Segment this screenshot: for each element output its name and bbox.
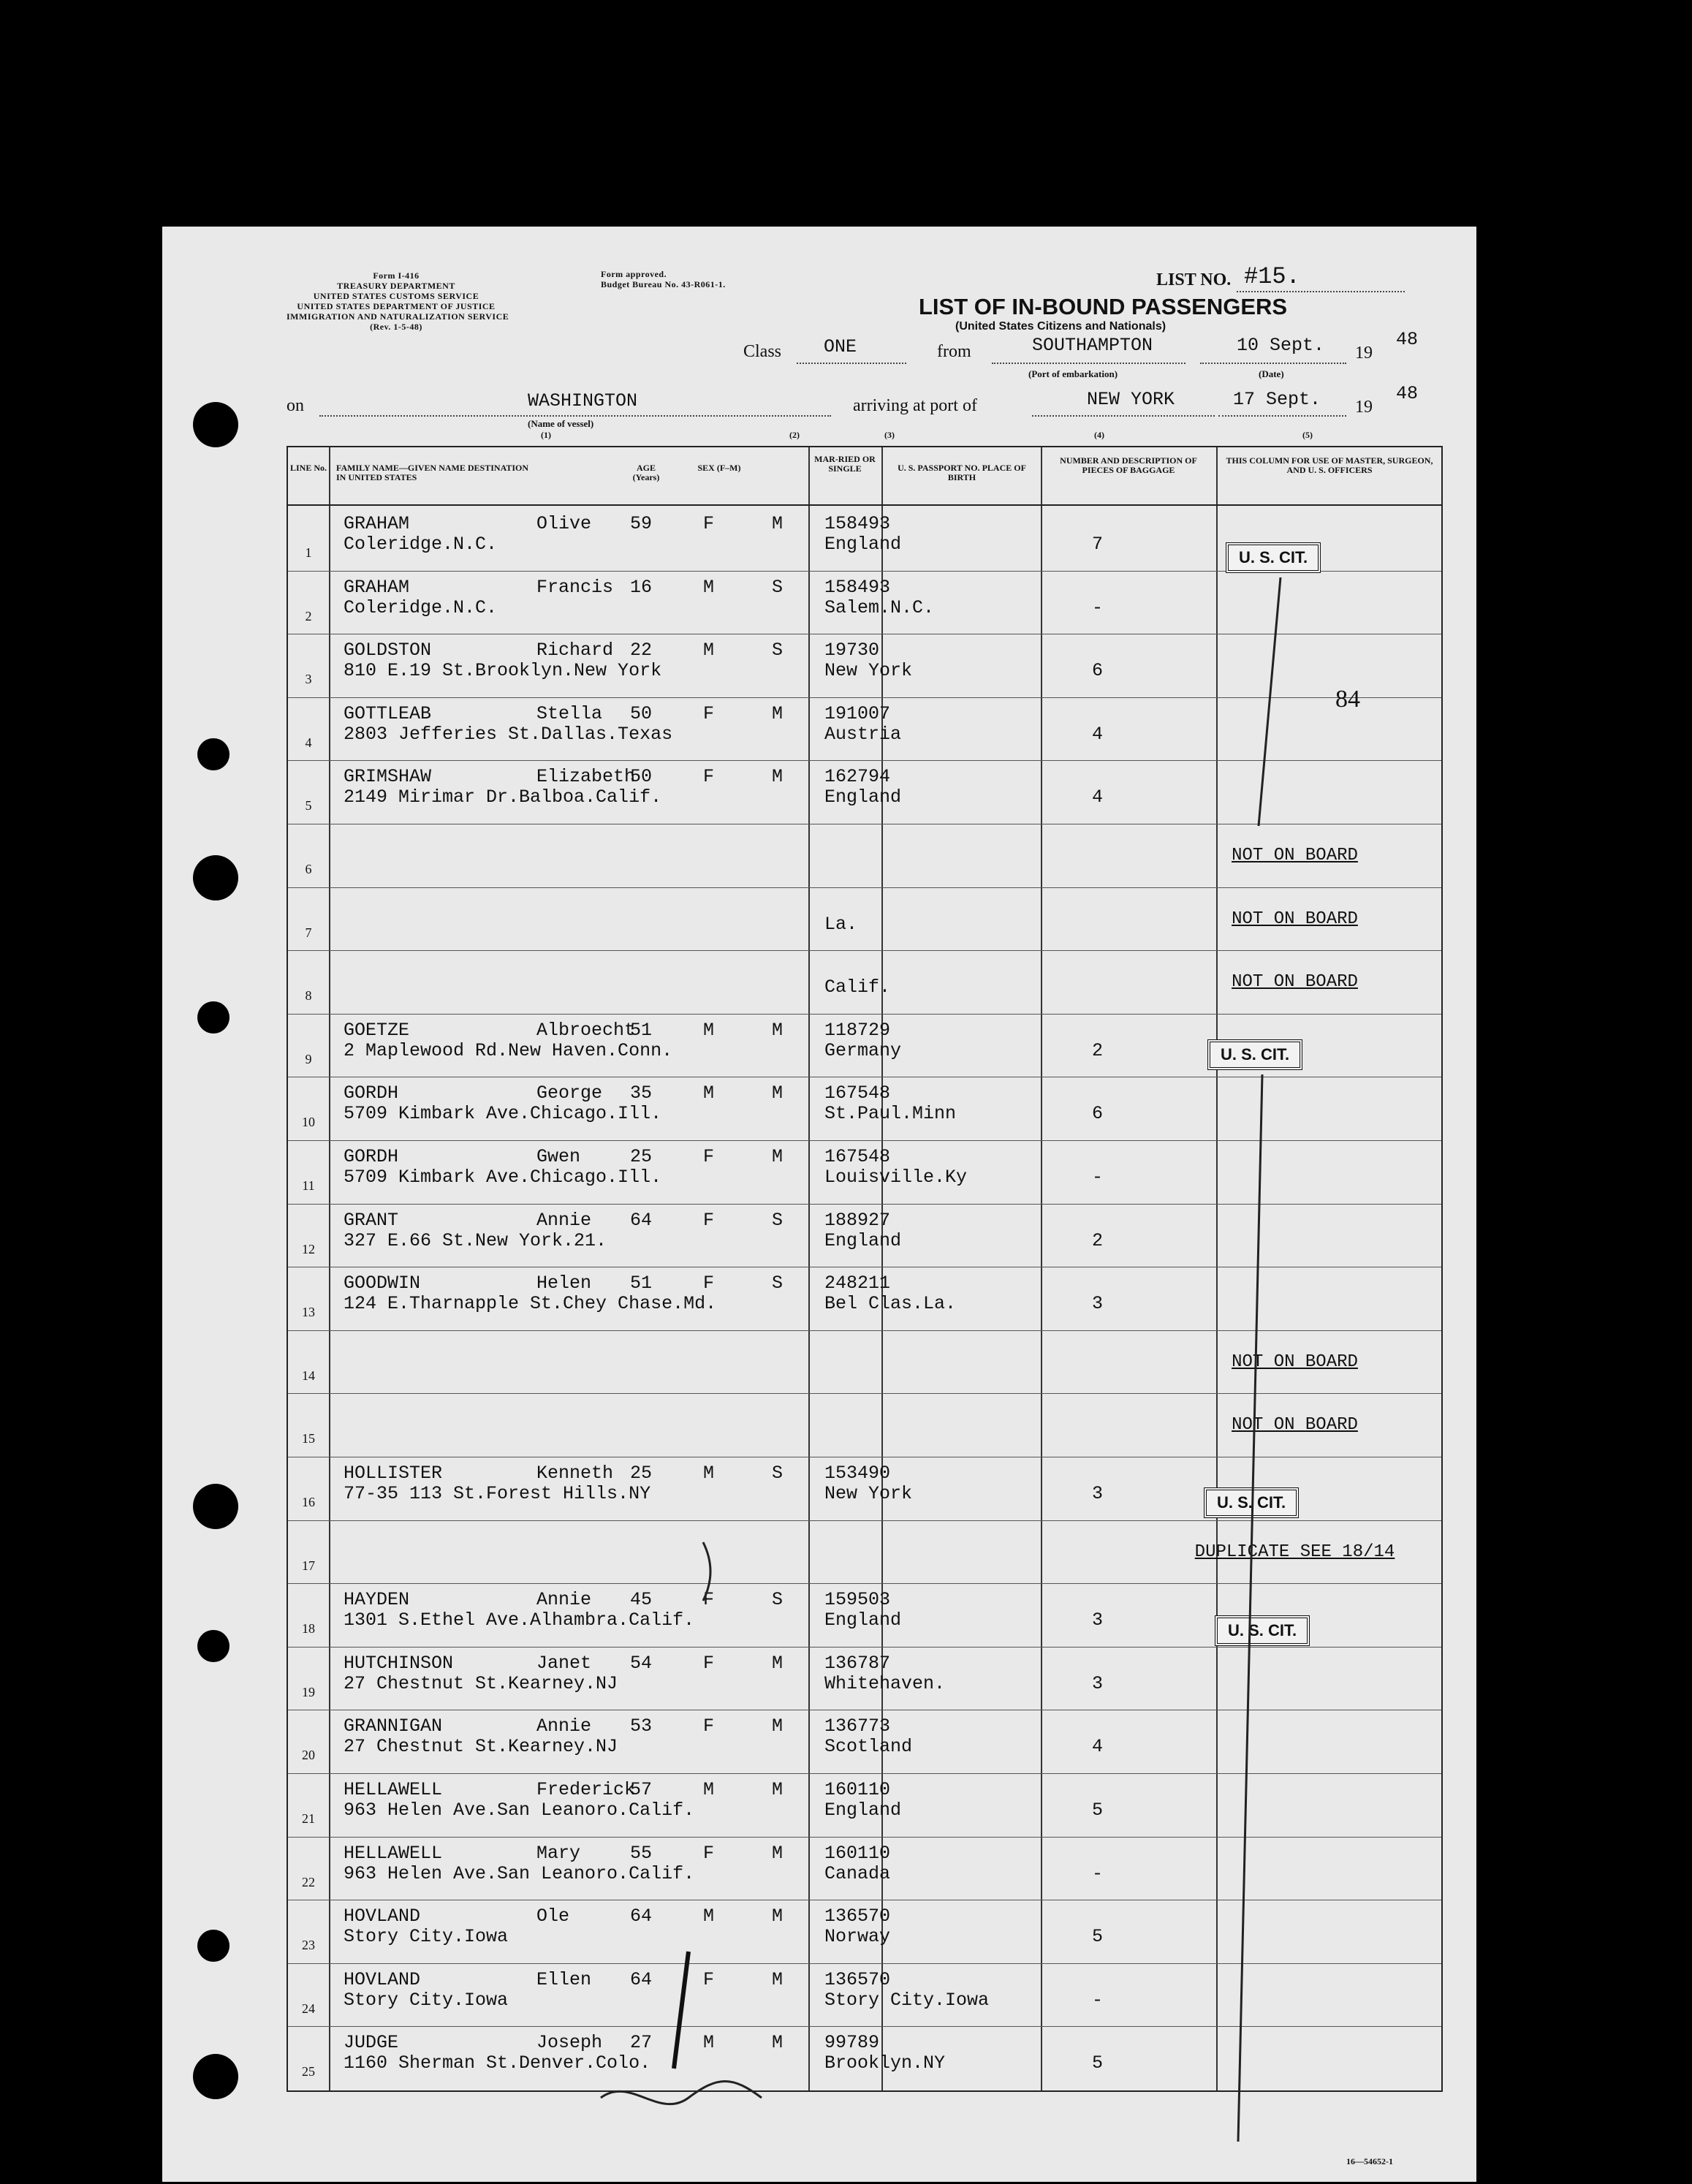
us-citizen-stamp: U. S. CIT. — [1226, 542, 1321, 573]
us-citizen-stamp: U. S. CIT. — [1215, 1615, 1310, 1646]
line-number: 24 — [302, 2001, 315, 2016]
passport-number: 158493 — [824, 576, 891, 598]
marital-status: M — [772, 1779, 784, 1800]
family-name: HOLLISTER — [344, 1463, 443, 1484]
sex: F — [703, 1209, 715, 1231]
marital-status: M — [772, 513, 784, 534]
line-number: 9 — [305, 1051, 312, 1066]
family-name: GOETZE — [344, 1019, 410, 1041]
marital-status: M — [772, 1019, 784, 1041]
sex: F — [703, 513, 715, 534]
place-of-birth: Salem.N.C. — [824, 596, 935, 618]
line-number: 18 — [302, 1621, 315, 1637]
passport-number: 160110 — [824, 1779, 891, 1800]
sex: F — [703, 1273, 715, 1294]
age: 57 — [630, 1779, 653, 1800]
sex: F — [703, 1715, 715, 1737]
line-number: 12 — [302, 1241, 315, 1256]
given-name: Ole — [536, 1906, 570, 1927]
family-name: GRANNIGAN — [344, 1715, 443, 1737]
given-name: Annie — [536, 1715, 592, 1737]
destination: 2803 Jefferies St.Dallas.Texas — [344, 723, 673, 745]
passport-number: 248211 — [824, 1273, 891, 1294]
manifest-page: Form I-416 TREASURY DEPARTMENT UNITED STATES CUSTOMS SERVICE UNITED STATES DEPARTMENT OF JUSTICE IMMIGRATION AND NATURALIZATION SERVICE (Rev. 1-5-48) Form approved. Budget Bureau No. 43-R061-1. LIST NO. #15. LIST OF IN-BOUND PASSENGERS (United States Citizens and Nationals) Class ONE from SOUTHAMPTON (Port of embarkation) 10 Sept. (Date) 19 48 on WASHINGTON (Name of vessel) arriving at port of NEW YORK 17 Sept. 19 48 (1) (2) (3) (4) (5) LINE No. FAMILY NAME—GIVEN NAME DESTINATION IN UNITED STATES AGE (Years) SEX (F–M) MAR-RIED OR SINGLE U. S. PASSPORT NO. PLACE OF BIRTH NUMBER AND DESCRIPTION OF PIECES OF BAGGAGE THIS COLUMN FOR USE OF MASTER, SURGEON, AND U. S. OFFICERS 1 GRAHAM Olive 59 F M Coleridge.N.C. 158493 England 7 2 GRAHAM Francis 16 M S Coleridge.N.C. 158493 Salem.N.C. - 3 GOLDSTON Richard 22 M S 810 E.19 St.Brooklyn.New York 19730 New York 6 4 GOTTLEAB Stella 50 F M 2803 Jefferies St.Dallas.Texas 191007 Austria 4 5 GRIMSHAW Elizabeth 50 F M 2149 Mirimar Dr.Balboa.Calif. 162794 England 4 6 NOT ON BOARD 7 La. NOT ON BOARD 8 Calif. NOT ON BOARD 9 GOETZE Albroecht 51 M M 2 Maplewood Rd.New Haven.Conn. 118729 Germany 2 10 GORDH George 35 M M 5709 Kimbark Ave.Chicago.Ill. 167548 St.Paul.Minn 6 11 GORDH Gwen 25 F M 5709 Kimbark Ave.Chicago.Ill. 167548 Louisville.Ky - 12 GRANT Annie 64 F S 327 E.66 St.New York.21. 188927 England 2 13 GOODWIN Helen 51 F S 124 E.Tharnapple St.Chey Chase.Md. 248211 Bel Clas.La. 3 14 NOT ON BOARD 15 NOT ON BOARD 16 HOLLISTER Kenneth 25 M S 77-35 113 St.Forest Hills.NY 153490 New York 3 17 DUPLICATE SEE 18/14 18 HAYDEN Annie 45 F S 1301 S.Ethel Ave.Alhambra.Calif. 159503 England 3 19 HUTCHINSON Janet 54 F M 27 Chestnut St.Kearney.NJ 136787 Whitehaven. 3 20 GRANNIGAN Annie 53 F M 27 Chestnut St.Kearney.NJ 136773 Scotland 4 21 HELLAWELL Frederick 57 M M 963 Helen Ave.San Leanoro.Calif. 160110 England 5 22 HELLAWELL Mary 55 F M 963 Helen Ave.San Leanoro.Calif. 160110 Canada - 23 HOVLAND Ole 64 M M Story City.Iowa 136570 Norway 5 24 HOVLAND Ellen 64 F M Story City.Iowa 136570 Story City.Iowa - 25 JUDGE Joseph 27 M M 1160 Sherman St.Denver.Colo. 99789 Brooklyn.NY 5 U. S. CIT. U. S. CIT. U. S. CIT. U. S. CIT. 84 16—54652-1 — [162, 227, 1476, 2182]
sex: M — [703, 576, 715, 598]
given-name: Elizabeth — [536, 766, 636, 788]
sex: F — [703, 1842, 715, 1864]
us-citizen-stamp: U. S. CIT. — [1204, 1487, 1299, 1518]
line-number: 1 — [305, 545, 312, 560]
family-name: HOVLAND — [344, 1906, 421, 1927]
marital-status: S — [772, 1209, 784, 1231]
age: 25 — [630, 1463, 653, 1484]
baggage-count: 5 — [1092, 1926, 1104, 1948]
age: 45 — [630, 1589, 653, 1611]
given-name: Mary — [536, 1842, 581, 1864]
baggage-count: 2 — [1092, 1039, 1104, 1061]
col-header-line: LINE No. — [289, 463, 327, 473]
place-of-birth: Bel Clas.La. — [824, 1293, 957, 1315]
passport-number: 153490 — [824, 1463, 891, 1484]
class-value: ONE — [824, 336, 857, 357]
place-of-birth: New York — [824, 1483, 913, 1504]
baggage-count: 3 — [1092, 1672, 1104, 1694]
family-name: GOTTLEAB — [344, 702, 432, 724]
line-number: 17 — [302, 1558, 315, 1573]
marital-status: M — [772, 2032, 784, 2054]
marital-status: M — [772, 1082, 784, 1104]
form-approval: Form approved. Budget Bureau No. 43-R061-1. — [601, 269, 726, 289]
line-number: 25 — [302, 2064, 315, 2079]
place-of-birth: England — [824, 1229, 902, 1251]
line-number: 10 — [302, 1115, 315, 1130]
col-header-baggage: NUMBER AND DESCRIPTION OF PIECES OF BAGGAGE — [1060, 455, 1197, 475]
list-no-label: LIST NO. — [1156, 270, 1232, 289]
sex: M — [703, 1906, 715, 1927]
sex: M — [703, 640, 715, 661]
sex: M — [703, 1463, 715, 1484]
destination: 27 Chestnut St.Kearney.NJ — [344, 1672, 618, 1694]
passport-number: 160110 — [824, 1842, 891, 1864]
family-name: GRAHAM — [344, 513, 410, 534]
baggage-count: - — [1092, 1989, 1104, 2011]
family-name: GRANT — [344, 1209, 399, 1231]
line-number: 11 — [302, 1178, 315, 1193]
destination: 963 Helen Ave.San Leanoro.Calif. — [344, 1862, 695, 1884]
sex: F — [703, 1146, 715, 1167]
baggage-count: 3 — [1092, 1483, 1104, 1504]
given-name: Richard — [536, 640, 614, 661]
given-name: Olive — [536, 513, 592, 534]
vessel-name: WASHINGTON — [528, 390, 638, 412]
from-label: from — [937, 342, 971, 361]
destination: 124 E.Tharnapple St.Chey Chase.Md. — [344, 1293, 717, 1315]
destination: 963 Helen Ave.San Leanoro.Calif. — [344, 1800, 695, 1821]
baggage-count: - — [1092, 596, 1104, 618]
passport-number: 136773 — [824, 1715, 891, 1737]
passport-number: 167548 — [824, 1146, 891, 1167]
place-of-birth: Calif. — [824, 977, 891, 998]
place-of-birth: England — [824, 786, 902, 808]
officer-note: NOT ON BOARD — [1232, 846, 1358, 865]
age: 22 — [630, 640, 653, 661]
officer-note: NOT ON BOARD — [1232, 1351, 1358, 1372]
baggage-count: - — [1092, 1862, 1104, 1884]
place-of-birth: New York — [824, 660, 913, 682]
destination: 5709 Kimbark Ave.Chicago.Ill. — [344, 1167, 662, 1188]
baggage-count: 4 — [1092, 723, 1104, 745]
place-of-birth: Scotland — [824, 1736, 913, 1758]
age: 51 — [630, 1273, 653, 1294]
sex: F — [703, 1968, 715, 1990]
destination: Coleridge.N.C. — [344, 534, 498, 555]
family-name: GOODWIN — [344, 1273, 421, 1294]
given-name: George — [536, 1082, 603, 1104]
given-name: Annie — [536, 1209, 592, 1231]
line-number: 7 — [305, 925, 312, 940]
sex: F — [703, 1652, 715, 1674]
passport-number: 191007 — [824, 702, 891, 724]
class-label: Class — [743, 342, 782, 361]
col-header-age: AGE (Years) — [632, 463, 660, 482]
age: 25 — [630, 1146, 653, 1167]
place-of-birth: Whitehaven. — [824, 1672, 946, 1694]
line-number: 13 — [302, 1305, 315, 1320]
arrival-port: NEW YORK — [1087, 389, 1175, 410]
given-name: Kenneth — [536, 1463, 614, 1484]
departure-date: 10 Sept. — [1237, 335, 1325, 356]
col-header-married: MAR-RIED OR SINGLE — [814, 454, 876, 474]
marital-status: S — [772, 576, 784, 598]
baggage-count: 6 — [1092, 660, 1104, 682]
given-name: Joseph — [536, 2032, 603, 2054]
place-of-birth: Norway — [824, 1926, 891, 1948]
handwriting-overlay — [162, 227, 1476, 2182]
arrival-date: 17 Sept. — [1233, 389, 1321, 410]
passport-number: 158493 — [824, 513, 891, 534]
family-name: GRAHAM — [344, 576, 410, 598]
officer-note: NOT ON BOARD — [1232, 909, 1358, 929]
line-number: 3 — [305, 672, 312, 687]
destination: Coleridge.N.C. — [344, 596, 498, 618]
form-agency-block: Form I-416 TREASURY DEPARTMENT UNITED STATES CUSTOMS SERVICE UNITED STATES DEPARTMENT OF JUSTICE IMMIGRATION AND NATURALIZATION SERVICE (Rev. 1-5-48) — [287, 270, 509, 332]
passport-number: 162794 — [824, 766, 891, 788]
age: 50 — [630, 702, 653, 724]
family-name: GRIMSHAW — [344, 766, 432, 788]
destination: Story City.Iowa — [344, 1989, 509, 2011]
marital-status: S — [772, 1463, 784, 1484]
line-number: 14 — [302, 1368, 315, 1383]
place-of-birth: Louisville.Ky — [824, 1167, 968, 1188]
line-number: 21 — [302, 1811, 315, 1826]
marital-status: M — [772, 1906, 784, 1927]
sex: M — [703, 1082, 715, 1104]
line-number: 4 — [305, 735, 312, 750]
given-name: Stella — [536, 702, 603, 724]
baggage-count: 3 — [1092, 1609, 1104, 1631]
marital-status: M — [772, 1652, 784, 1674]
officer-note: NOT ON BOARD — [1232, 972, 1358, 993]
age: 64 — [630, 1209, 653, 1231]
passport-number: 99789 — [824, 2032, 880, 2054]
family-name: JUDGE — [344, 2032, 399, 2054]
passport-number: 136570 — [824, 1906, 891, 1927]
list-no-value: #15. — [1244, 263, 1300, 290]
destination: 27 Chestnut St.Kearney.NJ — [344, 1736, 618, 1758]
destination: 77-35 113 St.Forest Hills.NY — [344, 1483, 651, 1504]
line-number: 16 — [302, 1495, 315, 1509]
age: 64 — [630, 1968, 653, 1990]
passport-number: 167548 — [824, 1082, 891, 1104]
line-number: 20 — [302, 1748, 315, 1763]
family-name: HOVLAND — [344, 1968, 421, 1990]
margin-number: 84 — [1335, 686, 1360, 713]
place-of-birth: England — [824, 534, 902, 555]
given-name: Albroecht — [536, 1019, 636, 1041]
family-name: GORDH — [344, 1146, 399, 1167]
baggage-count: 3 — [1092, 1293, 1104, 1315]
place-of-birth: England — [824, 1609, 902, 1631]
marital-status: M — [772, 766, 784, 788]
footer-code: 16—54652-1 — [1346, 2156, 1393, 2166]
marital-status: M — [772, 702, 784, 724]
baggage-count: - — [1092, 1167, 1104, 1188]
destination: 810 E.19 St.Brooklyn.New York — [344, 660, 662, 682]
passport-number: 136570 — [824, 1968, 891, 1990]
baggage-count: 4 — [1092, 1736, 1104, 1758]
destination: 2149 Mirimar Dr.Balboa.Calif. — [344, 786, 662, 808]
document-title: LIST OF IN-BOUND PASSENGERS — [919, 294, 1288, 319]
passport-number: 136787 — [824, 1652, 891, 1674]
destination: 2 Maplewood Rd.New Haven.Conn. — [344, 1039, 673, 1061]
family-name: GOLDSTON — [344, 640, 432, 661]
port-of-embarkation: SOUTHAMPTON — [1032, 335, 1153, 356]
age: 50 — [630, 766, 653, 788]
age: 54 — [630, 1652, 653, 1674]
baggage-count: 6 — [1092, 1103, 1104, 1125]
marital-status: M — [772, 1715, 784, 1737]
place-of-birth: Brooklyn.NY — [824, 2052, 946, 2074]
document-subtitle: (United States Citizens and Nationals) — [955, 320, 1166, 333]
age: 51 — [630, 1019, 653, 1041]
family-name: HUTCHINSON — [344, 1652, 454, 1674]
baggage-count: 5 — [1092, 1800, 1104, 1821]
line-number: 15 — [302, 1431, 315, 1446]
destination: 327 E.66 St.New York.21. — [344, 1229, 607, 1251]
sex: F — [703, 702, 715, 724]
passport-number: 19730 — [824, 640, 880, 661]
sex: M — [703, 2032, 715, 2054]
marital-status: S — [772, 640, 784, 661]
line-number: 19 — [302, 1684, 315, 1699]
col-header-name: FAMILY NAME—GIVEN NAME DESTINATION IN UNITED STATES — [336, 463, 529, 482]
baggage-count: 7 — [1092, 534, 1104, 555]
destination: 1301 S.Ethel Ave.Alhambra.Calif. — [344, 1609, 695, 1631]
col-header-sex: SEX (F–M) — [697, 463, 741, 473]
age: 27 — [630, 2032, 653, 2054]
officer-note: DUPLICATE SEE 18/14 — [1194, 1542, 1395, 1562]
marital-status: M — [772, 1842, 784, 1864]
family-name: HELLAWELL — [344, 1779, 443, 1800]
marital-status: M — [772, 1968, 784, 1990]
age: 53 — [630, 1715, 653, 1737]
departure-year: 48 — [1396, 329, 1419, 350]
sex: M — [703, 1019, 715, 1041]
col-header-officers: THIS COLUMN FOR USE OF MASTER, SURGEON, AND U. S. OFFICERS — [1226, 455, 1433, 475]
place-of-birth: Canada — [824, 1862, 891, 1884]
given-name: Helen — [536, 1273, 592, 1294]
given-name: Francis — [536, 576, 614, 598]
line-number: 6 — [305, 862, 312, 876]
baggage-count: 4 — [1092, 786, 1104, 808]
given-name: Annie — [536, 1589, 592, 1611]
place-of-birth: England — [824, 1800, 902, 1821]
passport-number: 159503 — [824, 1589, 891, 1611]
marital-status: S — [772, 1273, 784, 1294]
line-number: 5 — [305, 798, 312, 814]
age: 59 — [630, 513, 653, 534]
destination: 1160 Sherman St.Denver.Colo. — [344, 2052, 651, 2074]
age: 55 — [630, 1842, 653, 1864]
place-of-birth: Austria — [824, 723, 902, 745]
baggage-count: 2 — [1092, 1229, 1104, 1251]
marital-status: S — [772, 1589, 784, 1611]
family-name: GORDH — [344, 1082, 399, 1104]
age: 16 — [630, 576, 653, 598]
given-name: Gwen — [536, 1146, 581, 1167]
place-of-birth: St.Paul.Minn — [824, 1103, 957, 1125]
given-name: Frederick — [536, 1779, 636, 1800]
arrival-year: 48 — [1396, 383, 1419, 404]
family-name: HAYDEN — [344, 1589, 410, 1611]
passport-number: 118729 — [824, 1019, 891, 1041]
line-number: 2 — [305, 608, 312, 623]
col-header-passport: U. S. PASSPORT NO. PLACE OF BIRTH — [898, 463, 1026, 482]
destination: Story City.Iowa — [344, 1926, 509, 1948]
age: 64 — [630, 1906, 653, 1927]
sex: M — [703, 1779, 715, 1800]
officer-note: NOT ON BOARD — [1232, 1415, 1358, 1436]
line-number: 22 — [302, 1874, 315, 1889]
sex: F — [703, 1589, 715, 1611]
destination: 5709 Kimbark Ave.Chicago.Ill. — [344, 1103, 662, 1125]
place-of-birth: Germany — [824, 1039, 902, 1061]
sex: F — [703, 766, 715, 788]
marital-status: M — [772, 1146, 784, 1167]
place-of-birth: Story City.Iowa — [824, 1989, 990, 2011]
passport-number: 188927 — [824, 1209, 891, 1231]
baggage-count: 5 — [1092, 2052, 1104, 2074]
line-number: 23 — [302, 1938, 315, 1953]
place-of-birth: La. — [824, 913, 858, 935]
given-name: Ellen — [536, 1968, 592, 1990]
us-citizen-stamp: U. S. CIT. — [1207, 1039, 1302, 1070]
family-name: HELLAWELL — [344, 1842, 443, 1864]
age: 35 — [630, 1082, 653, 1104]
given-name: Janet — [536, 1652, 592, 1674]
line-number: 8 — [305, 988, 312, 1004]
